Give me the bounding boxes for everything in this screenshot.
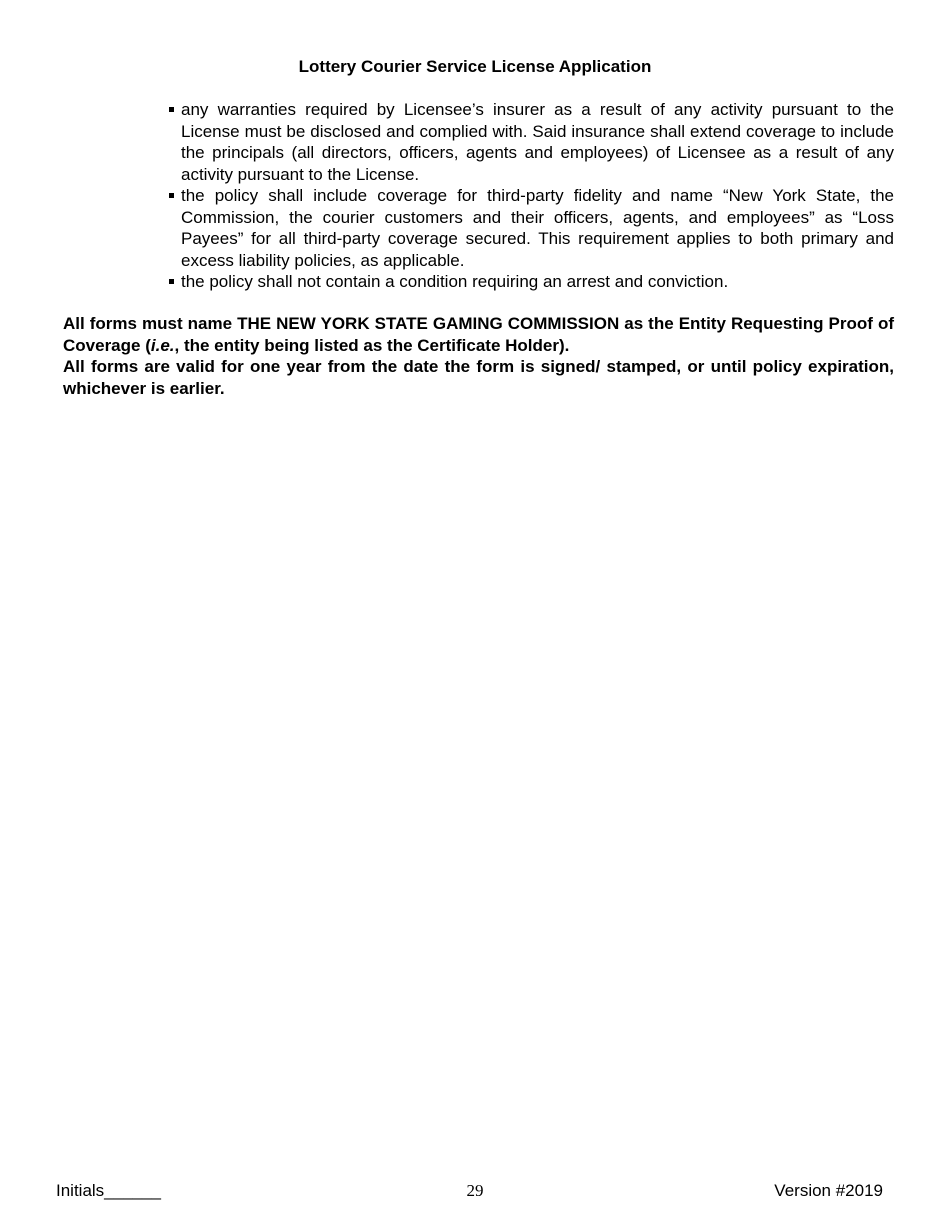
certificate-holder-notice xyxy=(63,313,894,356)
list-item-text: the policy shall include coverage for third-party fidelity and name “New York State, the Commission, the courier customers and their officers, agents, and employees” as “Loss Payees” for all third-party coverage secured. This requirement applies to both primary and excess liability policies, as applicable. xyxy=(181,186,894,270)
page-number: 29 xyxy=(466,1181,484,1200)
page-title: Lottery Courier Service License Application xyxy=(298,57,652,76)
notice-text: All forms must name THE NEW YORK STATE GAMING COMMISSION as the Entity Requesting Proof of Coverage ( xyxy=(63,314,894,355)
notice-italic-text: i.e. xyxy=(150,335,175,355)
notice-text: , the entity being listed as the Certificate Holder). xyxy=(174,335,570,355)
initials-field: Initials______ xyxy=(56,1181,161,1200)
square-bullet-icon xyxy=(169,193,174,198)
list-item xyxy=(168,99,894,185)
square-bullet-icon xyxy=(169,279,174,284)
requirements-list xyxy=(168,99,894,293)
square-bullet-icon xyxy=(169,107,174,112)
list-item xyxy=(168,185,894,271)
version-label: Version #2019 xyxy=(774,1181,883,1200)
list-item-text: any warranties required by Licensee’s insurer as a result of any activity pursuant to the License must be disclosed and complied with. Said insurance shall extend coverage to include the principals (all directors, officers, agents and employees) of Licensee as a result of any activity pursuant to the License. xyxy=(181,100,894,184)
notice-block xyxy=(63,313,894,399)
list-item xyxy=(168,271,894,293)
validity-notice: All forms are valid for one year from the date the form is signed/ stamped, or until policy expiration, whichever is earlier. xyxy=(63,357,894,398)
list-item-text: the policy shall not contain a condition requiring an arrest and conviction. xyxy=(181,272,729,291)
